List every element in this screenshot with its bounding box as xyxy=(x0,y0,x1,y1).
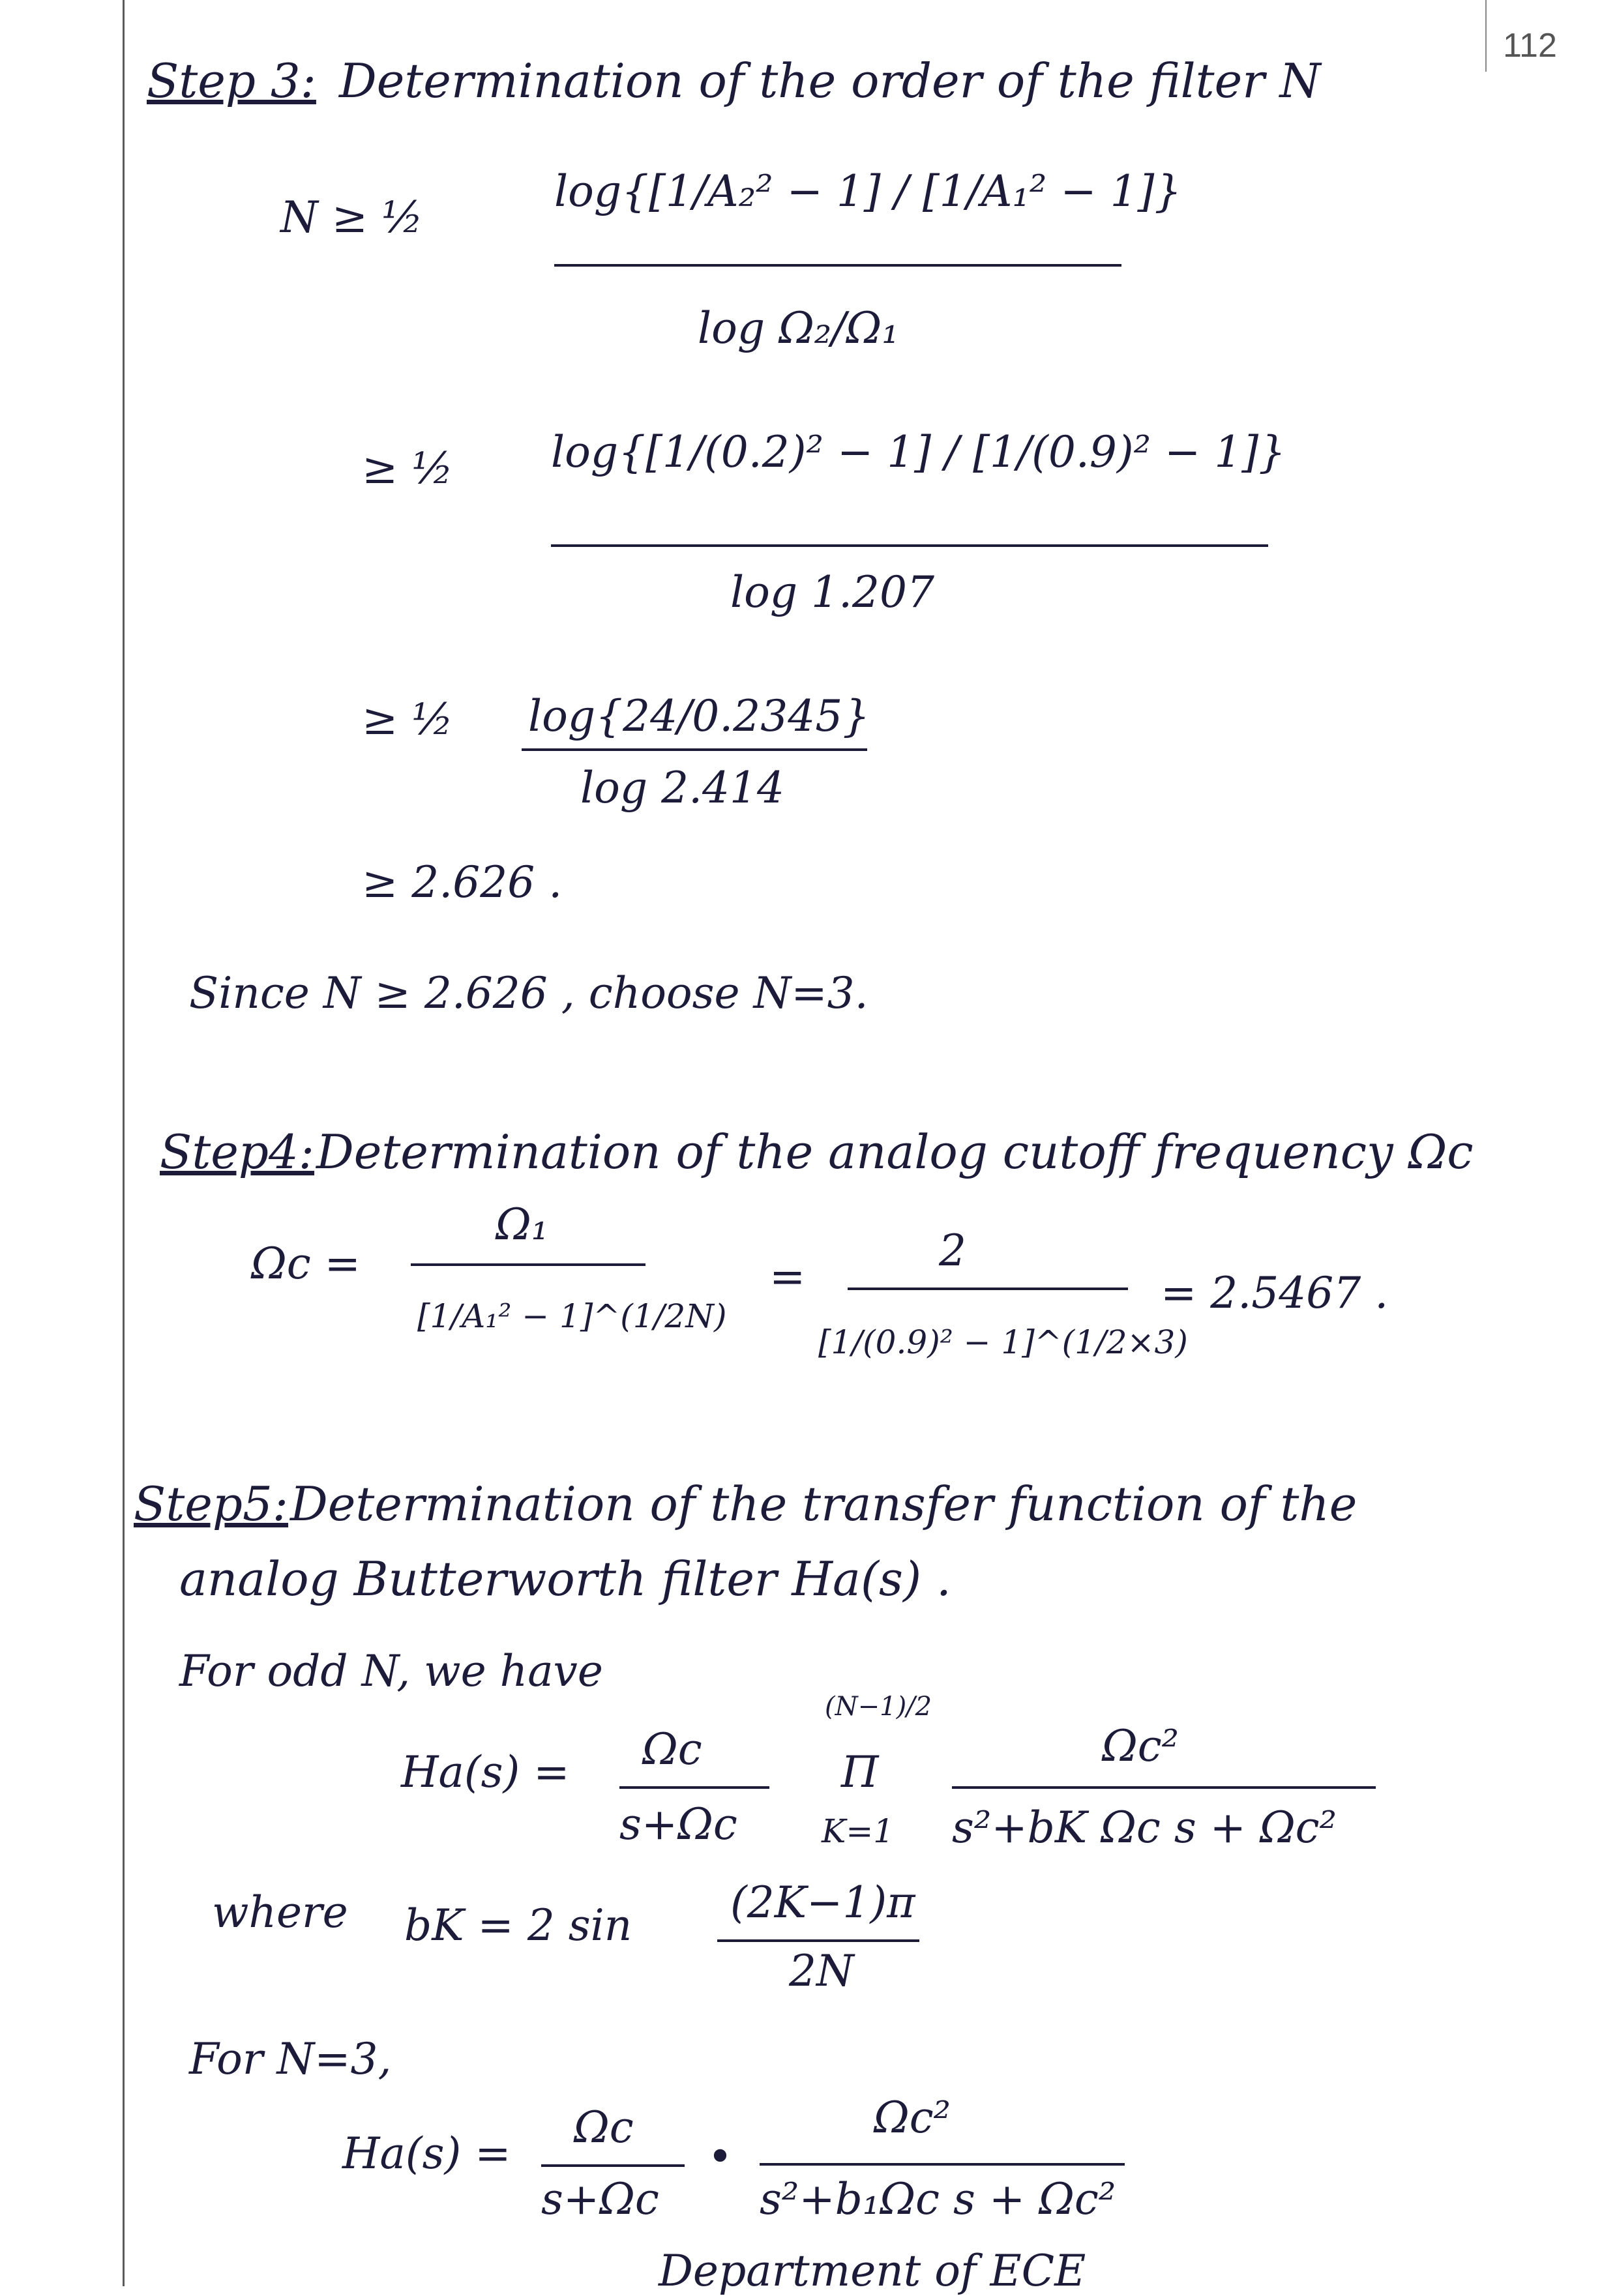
page-number: 112 xyxy=(1503,27,1557,65)
step4-label: Step4: xyxy=(160,1125,315,1179)
step3-line1-numerator: log{[1/A₂² − 1] / [1/A₁² − 1]} xyxy=(554,166,1182,216)
step5-label: Step5: xyxy=(134,1477,289,1531)
step3-line2-numerator: log{[1/(0.2)² − 1] / [1/(0.9)² − 1]} xyxy=(551,427,1286,477)
footer-department: Department of ECE xyxy=(659,2246,1086,2296)
step3-line3-numerator: log{24/0.2345} xyxy=(528,691,870,741)
step4-frac1-denominator: [1/A₁² − 1]^(1/2N) xyxy=(417,1297,727,1335)
step3-line3-denominator: log 2.414 xyxy=(580,763,785,813)
step3-line2-denominator: log 1.207 xyxy=(730,567,935,617)
step3-line2-fraction-bar xyxy=(551,544,1268,547)
step5-ha3-frac2-bar xyxy=(760,2163,1125,2166)
step3-heading: Determination of the order of the filter N xyxy=(339,53,1321,108)
step5-ha3-frac1-numerator: Ωc xyxy=(574,2102,634,2153)
step5-ha-frac1-denominator: s+Ωc xyxy=(619,1799,737,1849)
step4-frac2-bar xyxy=(848,1288,1128,1290)
step5-product-symbol: Π xyxy=(841,1747,879,1797)
step4-frac1-numerator: Ω₁ xyxy=(496,1200,549,1250)
step5-product-upper-limit: (N−1)/2 xyxy=(825,1692,932,1722)
step3-line3-fraction-bar xyxy=(522,748,867,751)
step4-frac2-numerator: 2 xyxy=(939,1226,966,1276)
step5-bk-bar xyxy=(717,1939,919,1942)
step5-ha3-frac2-denominator: s²+b₁Ωc s + Ωc² xyxy=(760,2174,1116,2224)
step5-ha3-frac1-denominator: s+Ωc xyxy=(541,2174,659,2224)
step3-line1-denominator: log Ω₂/Ω₁ xyxy=(698,303,899,353)
step5-odd-note: For odd N, we have xyxy=(179,1646,603,1696)
step5-bk-numerator: (2K−1)π xyxy=(730,1877,915,1928)
step5-ha3-frac1-bar xyxy=(541,2164,685,2167)
step4-frac1-bar xyxy=(411,1263,645,1266)
step3-line3-lhs: ≥ ½ xyxy=(362,694,454,744)
step3-label: Step 3: xyxy=(147,53,316,108)
step5-n3-label: For N=3, xyxy=(189,2034,392,2084)
step3-result: ≥ 2.626 . xyxy=(362,857,563,907)
step5-ha-frac2-numerator: Ωc² xyxy=(1102,1721,1179,1771)
step3-conclusion: Since N ≥ 2.626 , choose N=3. xyxy=(189,968,868,1018)
step5-ha3-multiply-dot: • xyxy=(707,2132,733,2182)
step4-lhs: Ωc = xyxy=(251,1239,361,1289)
page-number-divider xyxy=(1485,0,1487,72)
step5-bk-denominator: 2N xyxy=(789,1946,854,1996)
step3-line1-fraction-bar xyxy=(554,264,1121,267)
step5-where-label: where xyxy=(212,1887,348,1937)
step5-ha3-frac2-numerator: Ωc² xyxy=(874,2093,951,2143)
step5-bk-lhs: bK = 2 sin xyxy=(404,1900,632,1950)
step5-ha-lhs: Ha(s) = xyxy=(401,1747,570,1797)
step3-line1-lhs: N ≥ ½ xyxy=(280,192,423,243)
step4-frac2-denominator: [1/(0.9)² − 1]^(1/2×3) xyxy=(818,1323,1188,1361)
step4-heading: Determination of the analog cutoff frequency Ωc xyxy=(316,1125,1474,1179)
step5-ha-frac1-bar xyxy=(619,1786,769,1789)
step4-equals: = xyxy=(769,1252,806,1302)
step3-line2-lhs: ≥ ½ xyxy=(362,443,454,493)
margin-line xyxy=(123,0,125,2286)
step4-result: = 2.5467 . xyxy=(1161,1268,1389,1318)
step5-product-lower-limit: K=1 xyxy=(822,1812,895,1850)
step5-heading: Determination of the transfer function of the xyxy=(290,1477,1357,1531)
step5-heading-line2: analog Butterworth filter Ha(s) . xyxy=(179,1552,951,1606)
step5-ha3-lhs: Ha(s) = xyxy=(342,2128,511,2179)
step5-ha-frac2-denominator: s²+bK Ωc s + Ωc² xyxy=(952,1803,1337,1853)
step5-ha-frac1-numerator: Ωc xyxy=(642,1724,702,1774)
step5-ha-frac2-bar xyxy=(952,1786,1376,1789)
